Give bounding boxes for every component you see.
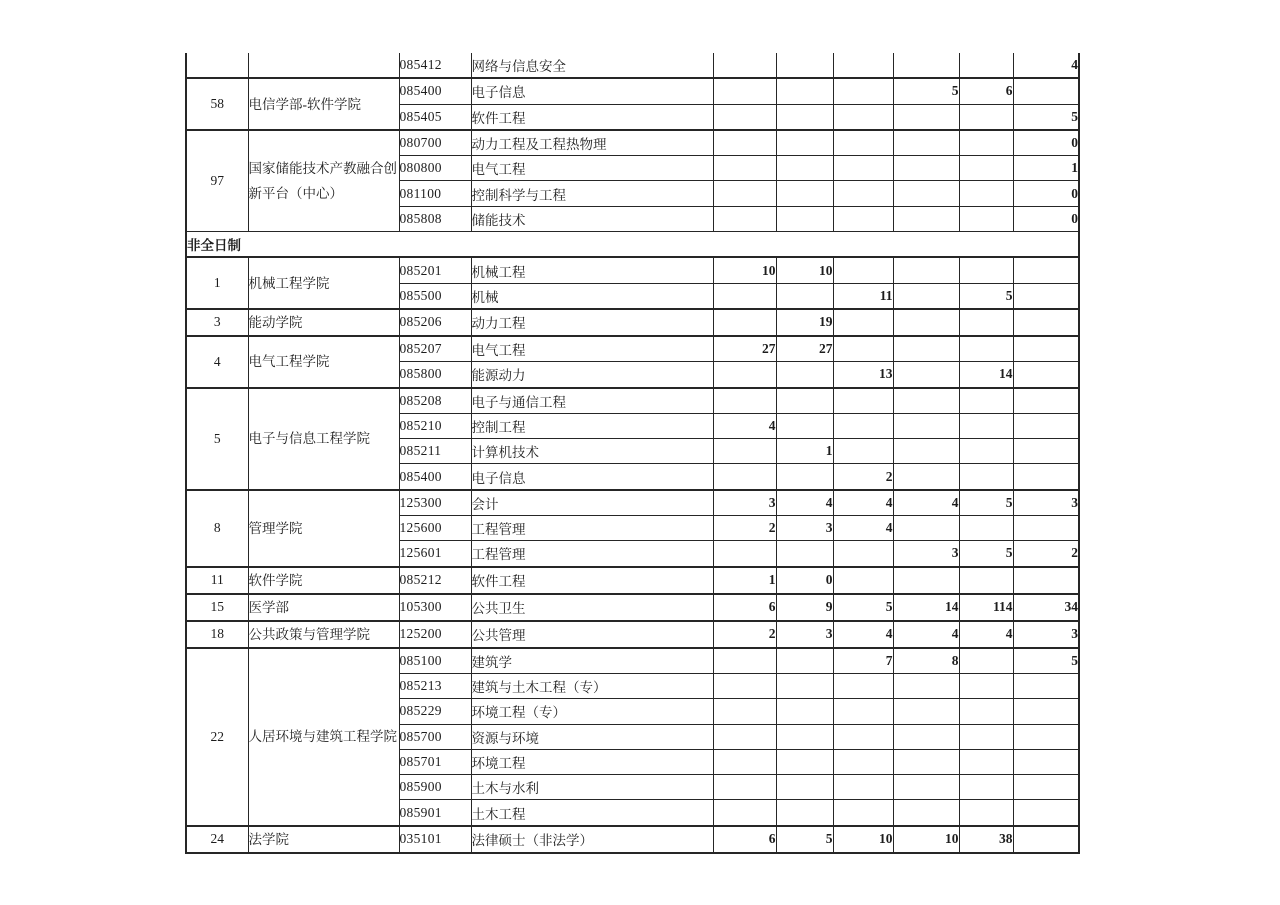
table-row [186, 621, 1079, 648]
value-cell [833, 53, 893, 78]
value-cell [776, 130, 833, 156]
program-name-cell: 控制科学与工程 [471, 181, 713, 206]
group-number-cell: 11 [186, 567, 248, 594]
group-number-cell: 18 [186, 621, 248, 648]
program-code-cell: 125601 [399, 541, 471, 567]
college-name-cell: 机械工程学院 [248, 257, 399, 309]
value-cell: 27 [776, 336, 833, 362]
value-cell: 5 [959, 490, 1013, 516]
value-cell [1013, 388, 1079, 414]
value-cell [833, 541, 893, 567]
value-cell: 1 [776, 439, 833, 464]
value-cell [959, 336, 1013, 362]
table-row [186, 567, 1079, 594]
value-cell: 3 [1013, 621, 1079, 648]
program-name-cell: 建筑学 [471, 648, 713, 674]
program-code-cell: 080700 [399, 130, 471, 156]
value-cell [713, 648, 776, 674]
value-cell [959, 724, 1013, 749]
program-code-cell: 085400 [399, 464, 471, 490]
value-cell [893, 413, 959, 438]
value-cell [959, 104, 1013, 130]
value-cell: 4 [776, 490, 833, 516]
value-cell [776, 724, 833, 749]
value-cell: 34 [1013, 594, 1079, 621]
value-cell [1013, 699, 1079, 724]
value-cell [1013, 362, 1079, 388]
value-cell: 6 [713, 826, 776, 853]
value-cell [833, 775, 893, 800]
program-name-cell: 电子与通信工程 [471, 388, 713, 414]
value-cell [1013, 78, 1079, 104]
value-cell [1013, 826, 1079, 853]
program-code-cell: 085412 [399, 53, 471, 78]
value-cell [713, 724, 776, 749]
value-cell [959, 413, 1013, 438]
value-cell [893, 673, 959, 698]
value-cell [1013, 800, 1079, 826]
program-name-cell: 动力工程 [471, 309, 713, 336]
table-row [186, 130, 1079, 156]
value-cell: 5 [1013, 104, 1079, 130]
value-cell: 0 [1013, 181, 1079, 206]
value-cell [1013, 309, 1079, 336]
value-cell [959, 699, 1013, 724]
program-name-cell: 控制工程 [471, 413, 713, 438]
value-cell [713, 699, 776, 724]
program-code-cell: 125200 [399, 621, 471, 648]
value-cell [776, 104, 833, 130]
college-name-cell: 国家储能技术产教融合创新平台（中心） [248, 130, 399, 232]
value-cell [833, 257, 893, 283]
value-cell [893, 775, 959, 800]
table-row [186, 826, 1079, 853]
program-name-cell: 公共管理 [471, 621, 713, 648]
program-code-cell: 085800 [399, 362, 471, 388]
value-cell: 27 [713, 336, 776, 362]
value-cell [833, 309, 893, 336]
college-name-cell: 人居环境与建筑工程学院 [248, 648, 399, 826]
value-cell [776, 673, 833, 698]
value-cell: 5 [893, 78, 959, 104]
program-name-cell: 工程管理 [471, 516, 713, 541]
value-cell [776, 283, 833, 309]
section-header-row [186, 232, 1079, 258]
group-number-cell: 24 [186, 826, 248, 853]
value-cell [1013, 775, 1079, 800]
enrollment-quota-table [185, 53, 1080, 854]
program-name-cell: 电子信息 [471, 78, 713, 104]
value-cell [959, 439, 1013, 464]
value-cell: 1 [1013, 156, 1079, 181]
group-number-cell: 4 [186, 336, 248, 388]
value-cell [1013, 336, 1079, 362]
value-cell: 0 [1013, 130, 1079, 156]
value-cell [833, 104, 893, 130]
value-cell [893, 257, 959, 283]
value-cell: 8 [893, 648, 959, 674]
group-number-cell: 5 [186, 388, 248, 490]
program-name-cell: 会计 [471, 490, 713, 516]
college-name-cell: 能动学院 [248, 309, 399, 336]
program-name-cell: 土木工程 [471, 800, 713, 826]
program-code-cell: 085500 [399, 283, 471, 309]
value-cell [893, 724, 959, 749]
value-cell [959, 388, 1013, 414]
group-number-cell: 97 [186, 130, 248, 232]
value-cell [893, 181, 959, 206]
value-cell: 10 [713, 257, 776, 283]
table-row [186, 309, 1079, 336]
program-name-cell: 公共卫生 [471, 594, 713, 621]
value-cell [833, 78, 893, 104]
value-cell: 1 [713, 567, 776, 594]
group-number-cell: 3 [186, 309, 248, 336]
value-cell: 5 [833, 594, 893, 621]
college-name-cell: 电气工程学院 [248, 336, 399, 388]
program-name-cell: 机械 [471, 283, 713, 309]
value-cell [833, 181, 893, 206]
value-cell [713, 309, 776, 336]
value-cell: 10 [833, 826, 893, 853]
value-cell [833, 336, 893, 362]
value-cell: 13 [833, 362, 893, 388]
value-cell: 2 [713, 621, 776, 648]
value-cell [959, 673, 1013, 698]
value-cell: 5 [959, 283, 1013, 309]
value-cell: 4 [893, 490, 959, 516]
group-number-cell [186, 53, 248, 78]
value-cell: 10 [776, 257, 833, 283]
value-cell [833, 699, 893, 724]
value-cell [959, 130, 1013, 156]
value-cell: 114 [959, 594, 1013, 621]
value-cell [959, 156, 1013, 181]
value-cell [833, 439, 893, 464]
value-cell [833, 673, 893, 698]
table-body [186, 53, 1079, 853]
value-cell [893, 516, 959, 541]
value-cell: 4 [833, 516, 893, 541]
value-cell [713, 673, 776, 698]
value-cell [1013, 257, 1079, 283]
program-name-cell: 电子信息 [471, 464, 713, 490]
value-cell [959, 567, 1013, 594]
value-cell: 5 [959, 541, 1013, 567]
value-cell [1013, 439, 1079, 464]
group-number-cell: 22 [186, 648, 248, 826]
value-cell [776, 156, 833, 181]
program-code-cell: 085405 [399, 104, 471, 130]
value-cell [776, 206, 833, 231]
program-code-cell: 085100 [399, 648, 471, 674]
value-cell [713, 800, 776, 826]
program-code-cell: 035101 [399, 826, 471, 853]
value-cell: 9 [776, 594, 833, 621]
value-cell [713, 362, 776, 388]
value-cell: 14 [893, 594, 959, 621]
table-row [186, 648, 1079, 674]
value-cell [893, 336, 959, 362]
program-name-cell: 环境工程 [471, 749, 713, 774]
college-name-cell: 法学院 [248, 826, 399, 853]
value-cell [893, 388, 959, 414]
college-name-cell: 电子与信息工程学院 [248, 388, 399, 490]
value-cell [713, 541, 776, 567]
program-name-cell: 计算机技术 [471, 439, 713, 464]
college-name-cell: 医学部 [248, 594, 399, 621]
program-code-cell: 085229 [399, 699, 471, 724]
college-name-cell: 电信学部-软件学院 [248, 78, 399, 130]
value-cell: 3 [1013, 490, 1079, 516]
value-cell [776, 388, 833, 414]
value-cell [713, 78, 776, 104]
value-cell: 14 [959, 362, 1013, 388]
value-cell: 4 [893, 621, 959, 648]
value-cell: 2 [833, 464, 893, 490]
value-cell [833, 156, 893, 181]
value-cell [776, 800, 833, 826]
value-cell [713, 464, 776, 490]
value-cell: 2 [1013, 541, 1079, 567]
value-cell: 4 [713, 413, 776, 438]
value-cell: 10 [893, 826, 959, 853]
value-cell: 5 [1013, 648, 1079, 674]
program-code-cell: 080800 [399, 156, 471, 181]
program-name-cell: 软件工程 [471, 567, 713, 594]
value-cell [893, 206, 959, 231]
value-cell [776, 413, 833, 438]
program-name-cell: 网络与信息安全 [471, 53, 713, 78]
value-cell [713, 206, 776, 231]
value-cell: 3 [776, 621, 833, 648]
value-cell [713, 156, 776, 181]
program-code-cell: 085212 [399, 567, 471, 594]
value-cell: 5 [776, 826, 833, 853]
section-header: 非全日制 [186, 232, 1079, 258]
value-cell [959, 206, 1013, 231]
program-code-cell: 085211 [399, 439, 471, 464]
table-row [186, 257, 1079, 283]
value-cell [893, 464, 959, 490]
value-cell [713, 775, 776, 800]
program-code-cell: 085808 [399, 206, 471, 231]
value-cell [776, 775, 833, 800]
program-code-cell: 085900 [399, 775, 471, 800]
program-name-cell: 资源与环境 [471, 724, 713, 749]
group-number-cell: 1 [186, 257, 248, 309]
college-name-cell: 管理学院 [248, 490, 399, 567]
value-cell [893, 439, 959, 464]
table-row [186, 388, 1079, 414]
program-code-cell: 085208 [399, 388, 471, 414]
value-cell [1013, 413, 1079, 438]
value-cell: 6 [713, 594, 776, 621]
value-cell [893, 156, 959, 181]
value-cell [959, 775, 1013, 800]
value-cell [959, 309, 1013, 336]
value-cell [1013, 673, 1079, 698]
value-cell: 3 [713, 490, 776, 516]
value-cell: 3 [893, 541, 959, 567]
program-name-cell: 储能技术 [471, 206, 713, 231]
value-cell [776, 699, 833, 724]
value-cell [833, 130, 893, 156]
program-code-cell: 085701 [399, 749, 471, 774]
value-cell [1013, 283, 1079, 309]
value-cell [776, 749, 833, 774]
value-cell [776, 362, 833, 388]
group-number-cell: 58 [186, 78, 248, 130]
program-name-cell: 环境工程（专） [471, 699, 713, 724]
table-row [186, 336, 1079, 362]
value-cell [713, 388, 776, 414]
value-cell: 4 [833, 490, 893, 516]
value-cell [776, 464, 833, 490]
value-cell: 0 [1013, 206, 1079, 231]
value-cell [893, 283, 959, 309]
value-cell [959, 464, 1013, 490]
group-number-cell: 15 [186, 594, 248, 621]
value-cell [893, 362, 959, 388]
program-name-cell: 电气工程 [471, 336, 713, 362]
value-cell [833, 800, 893, 826]
value-cell [959, 749, 1013, 774]
value-cell [959, 516, 1013, 541]
value-cell: 0 [776, 567, 833, 594]
value-cell [1013, 464, 1079, 490]
value-cell [1013, 749, 1079, 774]
value-cell [893, 699, 959, 724]
program-name-cell: 法律硕士（非法学） [471, 826, 713, 853]
program-name-cell: 动力工程及工程热物理 [471, 130, 713, 156]
program-code-cell: 081100 [399, 181, 471, 206]
value-cell [959, 800, 1013, 826]
value-cell [776, 78, 833, 104]
value-cell [1013, 724, 1079, 749]
value-cell [893, 309, 959, 336]
value-cell [959, 648, 1013, 674]
program-code-cell: 125600 [399, 516, 471, 541]
value-cell [893, 749, 959, 774]
program-code-cell: 085700 [399, 724, 471, 749]
value-cell: 3 [776, 516, 833, 541]
value-cell [713, 130, 776, 156]
value-cell [713, 181, 776, 206]
program-name-cell: 建筑与土木工程（专） [471, 673, 713, 698]
value-cell: 2 [713, 516, 776, 541]
value-cell [713, 104, 776, 130]
value-cell [833, 206, 893, 231]
program-name-cell: 土木与水利 [471, 775, 713, 800]
program-code-cell: 085400 [399, 78, 471, 104]
value-cell [959, 53, 1013, 78]
table-row [186, 78, 1079, 104]
program-name-cell: 工程管理 [471, 541, 713, 567]
value-cell: 4 [1013, 53, 1079, 78]
program-code-cell: 105300 [399, 594, 471, 621]
table-row [186, 53, 1079, 78]
value-cell [893, 800, 959, 826]
value-cell [776, 541, 833, 567]
college-name-cell [248, 53, 399, 78]
value-cell [713, 53, 776, 78]
program-code-cell: 085206 [399, 309, 471, 336]
value-cell: 38 [959, 826, 1013, 853]
program-name-cell: 软件工程 [471, 104, 713, 130]
value-cell [776, 53, 833, 78]
value-cell [776, 648, 833, 674]
value-cell [713, 439, 776, 464]
value-cell: 7 [833, 648, 893, 674]
value-cell: 6 [959, 78, 1013, 104]
program-code-cell: 125300 [399, 490, 471, 516]
value-cell [833, 724, 893, 749]
value-cell [833, 567, 893, 594]
table-row [186, 490, 1079, 516]
program-name-cell: 电气工程 [471, 156, 713, 181]
value-cell [959, 257, 1013, 283]
value-cell [833, 749, 893, 774]
college-name-cell: 软件学院 [248, 567, 399, 594]
value-cell [776, 181, 833, 206]
program-code-cell: 085213 [399, 673, 471, 698]
college-name-cell: 公共政策与管理学院 [248, 621, 399, 648]
value-cell: 4 [833, 621, 893, 648]
value-cell [893, 53, 959, 78]
value-cell: 4 [959, 621, 1013, 648]
value-cell [713, 749, 776, 774]
program-code-cell: 085207 [399, 336, 471, 362]
program-code-cell: 085210 [399, 413, 471, 438]
program-code-cell: 085901 [399, 800, 471, 826]
program-code-cell: 085201 [399, 257, 471, 283]
group-number-cell: 8 [186, 490, 248, 567]
program-name-cell: 机械工程 [471, 257, 713, 283]
value-cell [893, 130, 959, 156]
value-cell [713, 283, 776, 309]
table-row [186, 594, 1079, 621]
program-name-cell: 能源动力 [471, 362, 713, 388]
value-cell [1013, 516, 1079, 541]
value-cell [833, 413, 893, 438]
value-cell: 19 [776, 309, 833, 336]
value-cell [893, 567, 959, 594]
value-cell [893, 104, 959, 130]
value-cell [833, 388, 893, 414]
value-cell: 11 [833, 283, 893, 309]
value-cell [1013, 567, 1079, 594]
value-cell [959, 181, 1013, 206]
